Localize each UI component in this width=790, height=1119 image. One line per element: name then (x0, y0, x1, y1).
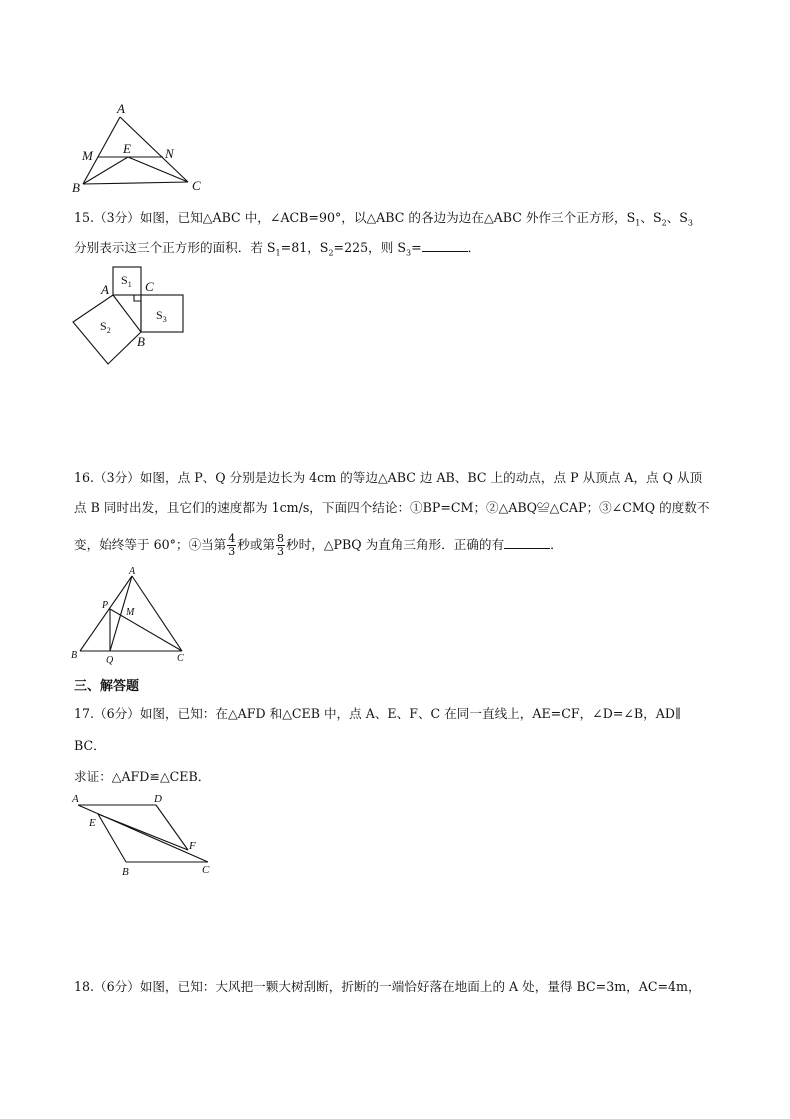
q16-line1: 16.（3分）如图，点 P、Q 分别是边长为 4cm 的等边△ABC 边 AB、BC 上的动点，点 P 从顶点 A，点 Q 从顶 (74, 470, 703, 485)
q16-line2: 点 B 同时出发，且它们的速度都为 1cm/s，下面四个结论：①BP=CM；②△ABQ≌△CAP；③∠CMQ 的度数不 (74, 500, 710, 515)
label-f: F (189, 840, 196, 852)
label-p: P (102, 600, 109, 611)
q15-line2: 分别表示这三个正方形的面积．若 $S_1=81$，$S_2=225$，则 $S_3=$ ． (74, 240, 481, 258)
label-m: M (126, 607, 135, 618)
right-angle-mark (134, 295, 141, 301)
label-c: C (192, 178, 201, 193)
segment-be (98, 814, 126, 862)
figure-parallelogram (68, 790, 218, 880)
segment-bc (83, 182, 188, 184)
label-a: A (72, 793, 79, 805)
q17-line3: 求证：△AFD≌△CEB． (74, 769, 211, 784)
answer-blank-15 (422, 239, 468, 252)
figure-equilateral-pq (70, 565, 195, 665)
q15-line1: 15.（3分）如图，已知△ABC 中，∠ACB=90°，以△ABC 的各边为边在△ABC 外作三个正方形，$S_1$、$S_2$、$S_3$ (74, 210, 693, 228)
fraction-8-3: $\frac{8}{3}$ (277, 532, 285, 558)
label-n: N (165, 146, 174, 161)
segment-ac (132, 576, 182, 651)
label-d: D (154, 793, 162, 805)
label-c: C (177, 653, 184, 664)
label-b: B (72, 180, 80, 195)
label-s1: $S_1$ (121, 273, 132, 289)
label-a: A (117, 101, 125, 116)
label-c: C (145, 279, 154, 294)
label-q: Q (106, 655, 114, 665)
label-m: M (82, 148, 93, 163)
figure-three-squares (68, 264, 188, 368)
segment-ec (128, 157, 188, 182)
segment-ac (78, 805, 208, 862)
figure-triangle-mn (70, 100, 210, 195)
label-a: A (101, 282, 109, 297)
label-b: B (122, 866, 129, 878)
q17-line2: BC． (74, 738, 106, 753)
q18-line1: 18.（6分）如图，已知：大风把一颗大树刮断，折断的一端恰好落在地面上的 A 处，量得 BC=3m，AC=4m， (74, 979, 701, 994)
answer-blank-16 (504, 536, 550, 549)
label-s2: $S_2$ (100, 319, 111, 335)
label-b: B (137, 334, 145, 349)
section-heading: 三、解答题 (74, 679, 140, 694)
q17-line1: 17.（6分）如图，已知：在△AFD 和△CEB 中，点 A、E、F、C 在同一直线上，AE=CF，∠D=∠B，AD∥ (74, 706, 681, 721)
segment-ef (98, 814, 188, 850)
q16-line3: 变，始终等于 60°；④当第 $\frac{4}{3}$ 秒或第 $\frac{8}{3}$ 秒时，△PBQ 为直角三角形．正确的有 ． (74, 532, 563, 558)
fraction-4-3: $\frac{4}{3}$ (228, 532, 236, 558)
segment-ab (80, 576, 132, 651)
label-e: E (123, 141, 131, 156)
label-a: A (129, 566, 136, 577)
label-c: C (202, 864, 210, 876)
label-e: E (89, 817, 96, 829)
label-s3: $S_3$ (156, 308, 167, 324)
label-b: B (71, 650, 78, 661)
